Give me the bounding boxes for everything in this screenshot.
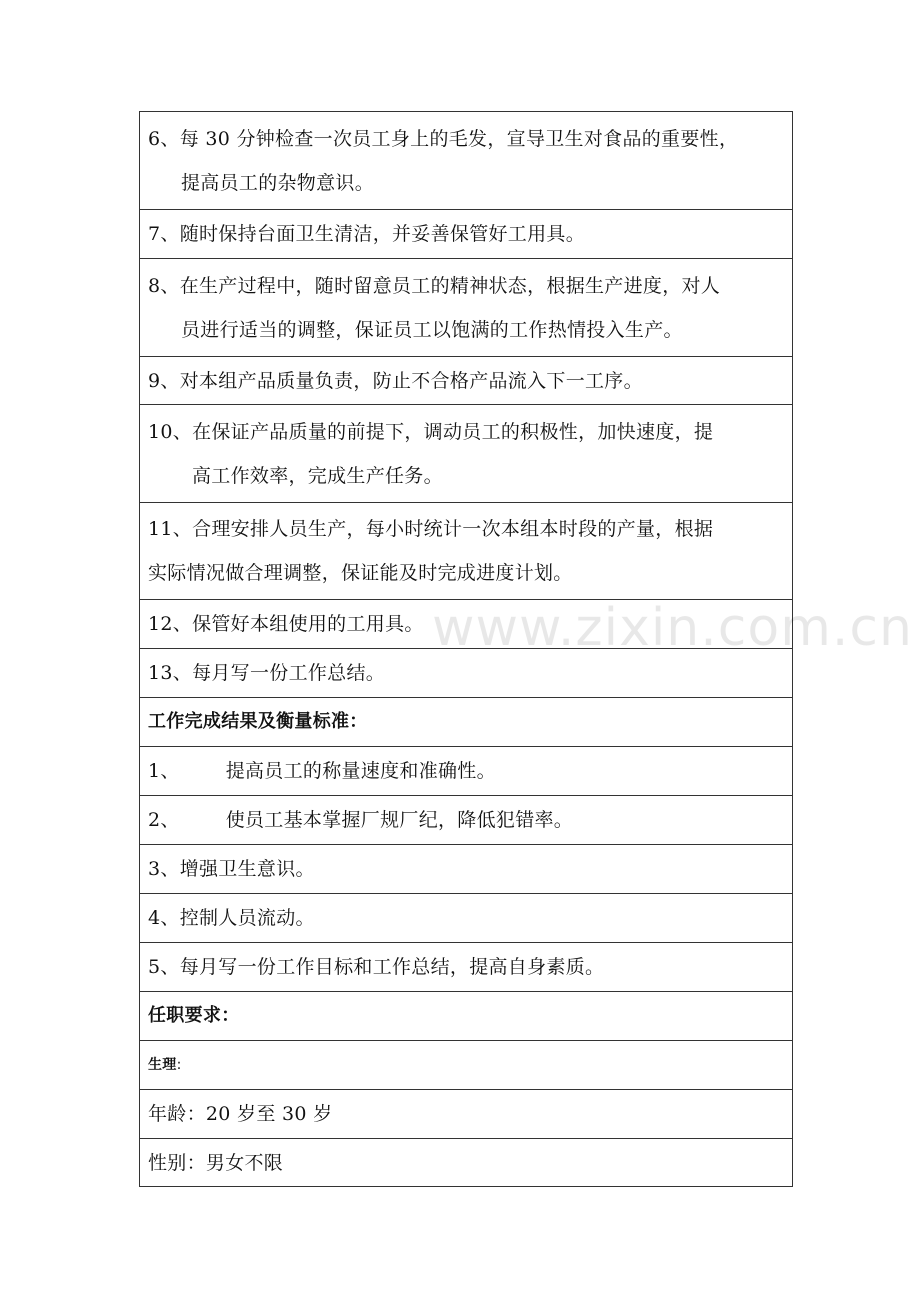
result-row-1 [140,746,792,795]
duty-text: 在保证产品质量的前提下，调动员工的积极性，加快速度，提 [192,420,714,443]
results-heading-row [140,697,792,746]
duty-row-7 [140,209,792,258]
gender-row [140,1138,792,1186]
duty-number: 8、 [148,274,180,297]
duty-row-12 [140,599,792,648]
duty-text-continued: 员进行适当的调整，保证员工以饱满的工作热情投入生产。 [181,318,683,341]
duty-text: 在生产过程中，随时留意员工的精神状态，根据生产进度，对人 [179,274,721,297]
duty-number: 11、 [148,518,193,540]
physiology-row [140,1040,792,1089]
result-text: 每月写一份工作目标和工作总结，提高自身素质。 [179,956,605,978]
job-description-table [139,111,793,1187]
result-text: 增强卫生意识。 [179,858,315,880]
result-number: 1、 [148,760,180,782]
result-text: 提高员工的称量速度和准确性。 [225,760,496,782]
age-requirement: 年龄：20 岁至 30 岁 [148,1103,333,1125]
result-row-3 [140,844,792,893]
duty-row-8 [140,258,792,356]
duty-text: 保管好本组使用的工用具。 [192,613,424,635]
duty-text: 随时保持台面卫生清洁，并妥善保管好工用具。 [179,223,586,245]
duty-row-10 [140,404,792,502]
duty-text: 对本组产品质量负责，防止不合格产品流入下一工序。 [179,369,643,392]
duty-row-6 [140,112,792,209]
duty-number: 13、 [148,662,193,684]
requirements-heading-row [140,991,792,1040]
duty-row-13 [140,648,792,697]
duty-number: 6、 [148,127,180,150]
result-row-4 [140,893,792,942]
watermark: www.zixin.com.cn [432,598,913,658]
result-number: 5、 [148,956,180,978]
results-heading: 工作完成结果及衡量标准： [148,711,368,732]
result-text: 使员工基本掌握厂规厂纪，降低犯错率。 [225,809,574,831]
result-row-2 [140,795,792,844]
gender-requirement: 性别：男女不限 [148,1151,284,1174]
result-row-5 [140,942,792,991]
age-row [140,1089,792,1138]
requirements-heading: 任职要求： [148,1005,240,1026]
duty-text-continued: 提高员工的杂物意识。 [181,171,375,194]
duty-row-11 [140,502,792,599]
duty-text: 合理安排人员生产，每小时统计一次本组本时段的产量，根据 [192,518,714,540]
duty-text: 每 30 分钟检查一次员工身上的毛发，宣导卫生对食品的重要性， [179,127,739,150]
physiology-label: 生理 [148,1057,177,1073]
duty-row-9 [140,356,792,404]
result-text: 控制人员流动。 [179,907,315,929]
result-number: 2、 [148,809,180,831]
duty-text: 每月写一份工作总结。 [192,662,386,684]
duty-text-continued: 高工作效率，完成生产任务。 [192,464,443,487]
result-number: 4、 [148,907,180,929]
duty-number: 9、 [148,369,180,392]
duty-number: 12、 [148,613,193,635]
duty-number: 7、 [148,223,180,245]
physiology-colon: : [176,1057,182,1073]
result-number: 3、 [148,858,180,880]
duty-number: 10、 [148,420,193,443]
duty-text-continued: 实际情况做合理调整，保证能及时完成进度计划。 [148,562,573,584]
